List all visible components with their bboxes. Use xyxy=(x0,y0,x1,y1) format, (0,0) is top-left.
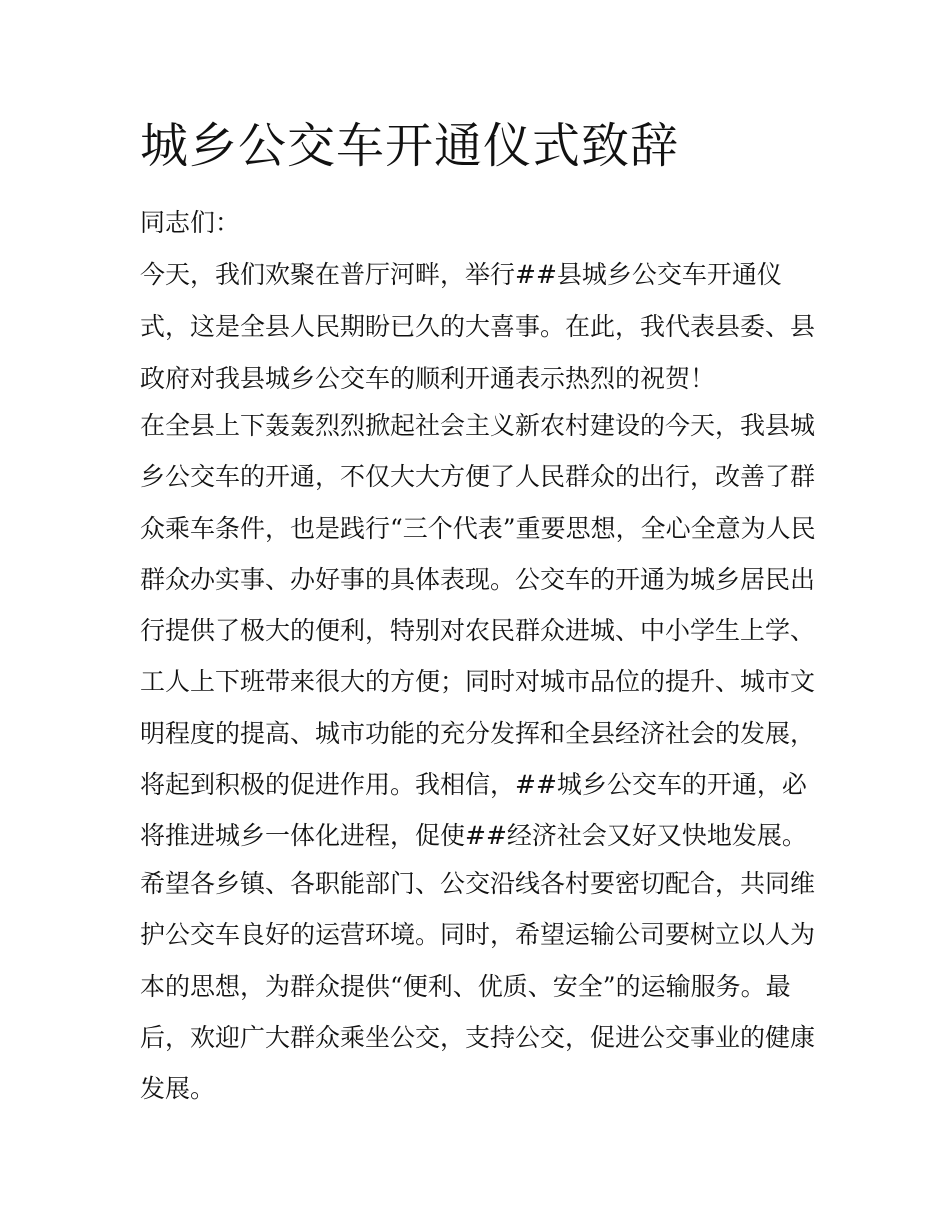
text-line: 发展。 xyxy=(140,1074,216,1103)
text-line: 同志们： xyxy=(140,208,241,237)
text-line: 希望各乡镇、各职能部门、公交沿线各村要密切配合，共同维 xyxy=(140,869,816,898)
text-line: 众乘车条件，也是践行“三个代表”重要思想，全心全意为人民 xyxy=(140,514,816,543)
text-line: 乡公交车的开通，不仅大大方便了人民群众的出行，改善了群 xyxy=(140,462,816,491)
text-line: 群众办实事、办好事的具体表现。公交车的开通为城乡居民出 xyxy=(140,565,816,594)
text-line: 本的思想，为群众提供“便利、优质、安全”的运输服务。最 xyxy=(140,972,791,1001)
text-line: 在全县上下轰轰烈烈掀起社会主义新农村建设的今天，我县城 xyxy=(140,411,816,440)
text-line: 后，欢迎广大群众乘坐公交，支持公交，促进公交事业的健康 xyxy=(140,1023,816,1052)
text-line: 护公交车良好的运营环境。同时，希望运输公司要树立以人为 xyxy=(140,920,816,949)
text-line: 将推进城乡一体化进程，促使##经济社会又好又快地发展。 xyxy=(140,821,807,850)
text-line: 行提供了极大的便利，特别对农民群众进城、中小学生上学、 xyxy=(140,616,816,645)
document-title: 城乡公交车开通仪式致辞 xyxy=(140,118,680,174)
text-line: 今天，我们欢聚在普厅河畔，举行##县城乡公交车开通仪 xyxy=(140,260,782,289)
text-line: 式，这是全县人民期盼已久的大喜事。在此，我代表县委、县 xyxy=(140,312,816,341)
text-line: 政府对我县城乡公交车的顺利开通表示热烈的祝贺！ xyxy=(140,364,716,393)
text-line: 工人上下班带来很大的方便；同时对城市品位的提升、城市文 xyxy=(140,667,816,696)
text-line: 将起到积极的促进作用。我相信，##城乡公交车的开通，必 xyxy=(140,770,807,799)
text-line: 明程度的提高、城市功能的充分发挥和全县经济社会的发展， xyxy=(140,719,816,748)
